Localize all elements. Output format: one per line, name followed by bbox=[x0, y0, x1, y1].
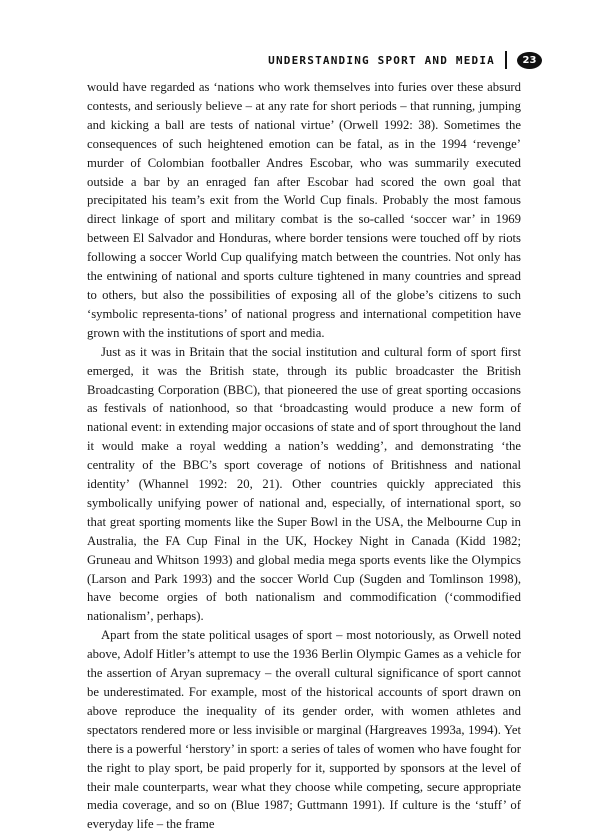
header-divider bbox=[505, 51, 507, 69]
running-head: UNDERSTANDING SPORT AND MEDIA bbox=[268, 53, 495, 67]
paragraph-3: Apart from the state political usages of sport – most notoriously, as Orwell noted above, Adolf Hitler’s attempt to use the 1936 Berlin Olympic Games as a vehicle for the assertion of Aryan supremacy – the overall cultural significance of sport cannot be underestimated. For example, most of the historical accounts of sport drawn on above reproduce the inequality of its gender order, with women athletes and spectators rendered more or less invisible or marginal (Hargreaves 1993a, 1994). Yet there is a powerful ‘herstory’ in sport: a series of tales of women who have fought for the right to play sport, be paid properly for it, supported by sponsors at the level of their male counterparts, wear what they choose while competing, secure appropriate media coverage, and so on (Blue 1987; Guttmann 1991). If culture is the ‘stuff’ of everyday life – the frame bbox=[87, 628, 521, 832]
paragraph-1: would have regarded as ‘nations who work themselves into furies over these absurd contests, and seriously believe – at any rate for short periods – that running, jumping and kicking a ball are tests of national virtue’ (Orwell 1992: 38). Sometimes the consequences of such heightened emotion can be fatal, as in the 1994 ‘revenge’ murder of Colombian footballer Andres Escobar, who was summarily executed outside a bar by an enraged fan after Escobar had scored the own goal that precipitated his team’s exit from the World Cup finals. Probably the most famous direct linkage of sport and military combat is the so-called ‘soccer war’ in 1969 between El Salvador and Honduras, where border tensions were touched off by riots following a soccer World Cup qualifying match between the countries. Not only has the entwining of national and sports culture tightened in many countries and spread to others, but also the possibilities of exposing all of the globe’s citizens to such ‘symbolic representa-tions’ of national progress and international competition have grown with the institutions of sport and media. bbox=[87, 80, 521, 340]
page-header bbox=[268, 49, 542, 71]
body-text bbox=[87, 78, 521, 834]
page-number-badge: 23 bbox=[517, 52, 542, 69]
paragraph-2: Just as it was in Britain that the social institution and cultural form of sport first emerged, it was the British state, through its public broadcaster the British Broadcasting Corporation (BBC), that pioneered the use of great sporting occasions as festivals of nationhood, so that ‘broadcasting would produce a new form of national event: in extending major occasions of state and of sport throughout the land it would make a royal wedding a nation’s wedding’, and demonstrating ‘the centrality of the BBC’s sport coverage of notions of Britishness and national identity’ (Whannel 1992: 20, 21). Other countries quickly appreciated this symbolically unifying power of national and, especially, of international sport, so that great sporting moments like the Super Bowl in the USA, the Melbourne Cup in Australia, the FA Cup Final in the UK, Hockey Night in Canada (Kidd 1982; Gruneau and Whitson 1993) and global media mega sports events like the Olympics (Larson and Park 1993) and the soccer World Cup (Sugden and Tomlinson 1998), have become orgies of both nationalism and commodification (‘commodified nationalism’, perhaps). bbox=[87, 344, 521, 624]
